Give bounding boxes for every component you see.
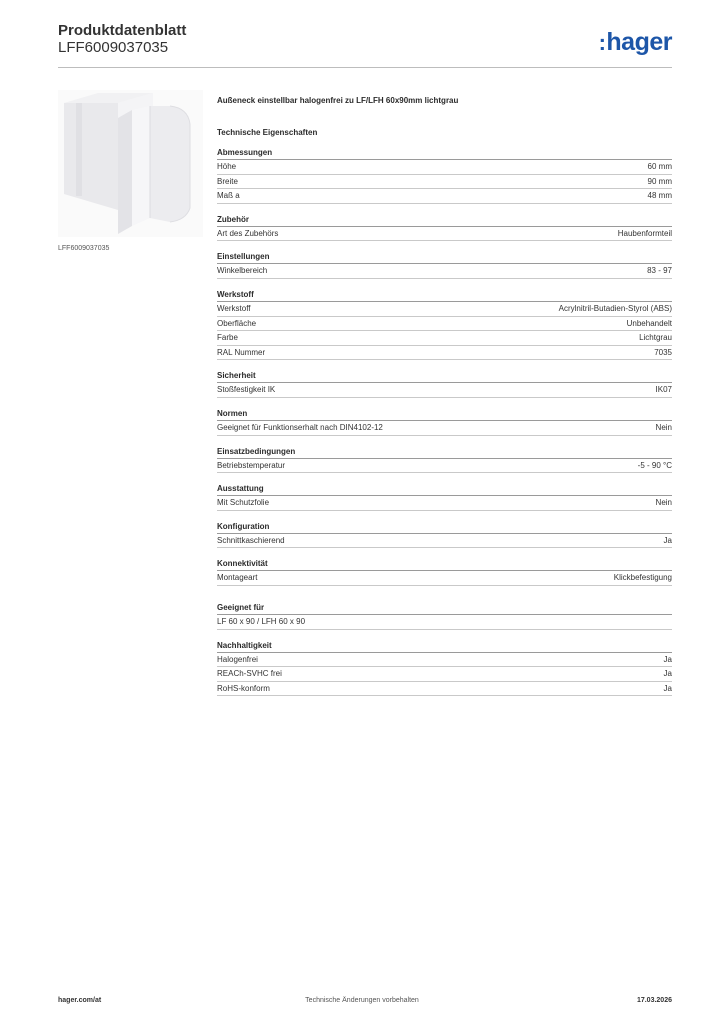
property-value: Ja xyxy=(663,654,672,664)
image-caption: LFF6009037035 xyxy=(58,245,110,252)
property-row xyxy=(217,264,672,279)
group-title: Normen xyxy=(217,409,672,421)
property-group xyxy=(217,447,672,474)
property-label: Oberfläche xyxy=(217,318,257,328)
group-title: Abmessungen xyxy=(217,148,672,160)
property-label: Höhe xyxy=(217,162,237,171)
property-row xyxy=(217,653,672,668)
property-label: Werkstoff xyxy=(217,303,251,313)
property-group xyxy=(217,522,672,549)
property-group xyxy=(217,641,672,697)
property-row xyxy=(217,346,672,361)
product-name: Außeneck einstellbar halogenfrei zu LF/LFH 60x90mm lichtgrau xyxy=(217,96,459,105)
group-title: Nachhaltigkeit xyxy=(217,641,672,653)
property-value: Ja xyxy=(663,669,672,679)
property-label: Art des Zubehörs xyxy=(217,228,279,238)
group-title: Einstellungen xyxy=(217,252,672,264)
property-row xyxy=(217,160,672,175)
hager-logo xyxy=(599,28,672,57)
property-label: RAL Nummer xyxy=(217,347,266,357)
properties-section xyxy=(217,96,672,707)
group-title: Zubehör xyxy=(217,215,672,227)
property-groups xyxy=(217,148,672,696)
property-label: Breite xyxy=(217,176,238,186)
header-divider xyxy=(58,67,672,68)
property-label: Stoßfestigkeit IK xyxy=(217,385,276,395)
property-group xyxy=(217,409,672,436)
property-value: Haubenformteil xyxy=(617,228,672,238)
logo-dots-icon: : xyxy=(598,30,606,55)
property-value: Acrylnitril-Butadien-Styrol (ABS) xyxy=(558,303,672,313)
group-title: Werkstoff xyxy=(217,290,672,302)
property-value: Lichtgrau xyxy=(639,333,672,343)
property-value: -5 - 90 °C xyxy=(637,460,672,470)
property-value: 60 mm xyxy=(647,162,672,171)
property-row xyxy=(217,667,672,682)
property-value: Nein xyxy=(655,498,672,508)
property-row xyxy=(217,615,672,630)
property-value: 48 mm xyxy=(647,191,672,201)
property-group xyxy=(217,215,672,242)
property-row xyxy=(217,496,672,511)
group-title: Geeignet für xyxy=(217,603,672,615)
property-label: Farbe xyxy=(217,333,238,343)
property-row xyxy=(217,459,672,474)
property-label: Schnittkaschierend xyxy=(217,535,285,545)
group-title: Konfiguration xyxy=(217,522,672,534)
page-title: Produktdatenblatt xyxy=(58,22,187,39)
property-label: Montageart xyxy=(217,573,258,583)
property-label: Halogenfrei xyxy=(217,654,258,664)
group-title: Konnektivität xyxy=(217,559,672,571)
property-label: REACh-SVHC frei xyxy=(217,669,282,679)
property-row xyxy=(217,421,672,436)
property-row xyxy=(217,317,672,332)
logo-text: hager xyxy=(606,28,672,56)
property-group xyxy=(217,603,672,630)
property-value: 7035 xyxy=(654,347,672,357)
property-group xyxy=(217,371,672,398)
property-group xyxy=(217,559,672,586)
footer-date: 17.03.2026 xyxy=(636,997,672,1004)
property-row xyxy=(217,302,672,317)
property-group xyxy=(217,148,672,204)
property-row xyxy=(217,331,672,346)
property-row xyxy=(217,227,672,242)
property-label: Betriebstemperatur xyxy=(217,460,286,470)
property-label: RoHS-konform xyxy=(217,683,270,693)
property-value: IK07 xyxy=(655,385,672,395)
tech-properties-title: Technische Eigenschaften xyxy=(217,128,318,137)
property-label: Maß a xyxy=(217,191,240,201)
property-value: Unbehandelt xyxy=(626,318,672,328)
footer-disclaimer: Technische Änderungen vorbehalten xyxy=(305,997,419,1004)
property-label: Geeignet für Funktionserhalt nach DIN4102-12 xyxy=(217,422,383,432)
property-value: Ja xyxy=(663,535,672,545)
property-value: 90 mm xyxy=(647,176,672,186)
footer-website: hager.com/at xyxy=(58,997,102,1004)
property-label: Mit Schutzfolie xyxy=(217,498,270,508)
cable-duct-corner-icon xyxy=(58,90,203,237)
property-row xyxy=(217,175,672,190)
group-title: Sicherheit xyxy=(217,371,672,383)
property-group xyxy=(217,290,672,360)
article-number: LFF6009037035 xyxy=(58,39,169,56)
property-value: Ja xyxy=(663,683,672,693)
property-label: LF 60 x 90 / LFH 60 x 90 xyxy=(217,616,306,626)
property-label: Winkelbereich xyxy=(217,266,268,276)
property-value: Nein xyxy=(655,422,672,432)
group-title: Einsatzbedingungen xyxy=(217,447,672,459)
property-row xyxy=(217,571,672,586)
property-value: Klickbefestigung xyxy=(613,573,672,583)
group-title: Ausstattung xyxy=(217,484,672,496)
property-value: 83 - 97 xyxy=(647,266,672,276)
property-group xyxy=(217,484,672,511)
property-row xyxy=(217,534,672,549)
property-group xyxy=(217,252,672,279)
property-row xyxy=(217,383,672,398)
property-row xyxy=(217,682,672,697)
property-row xyxy=(217,189,672,204)
product-image xyxy=(58,90,203,237)
